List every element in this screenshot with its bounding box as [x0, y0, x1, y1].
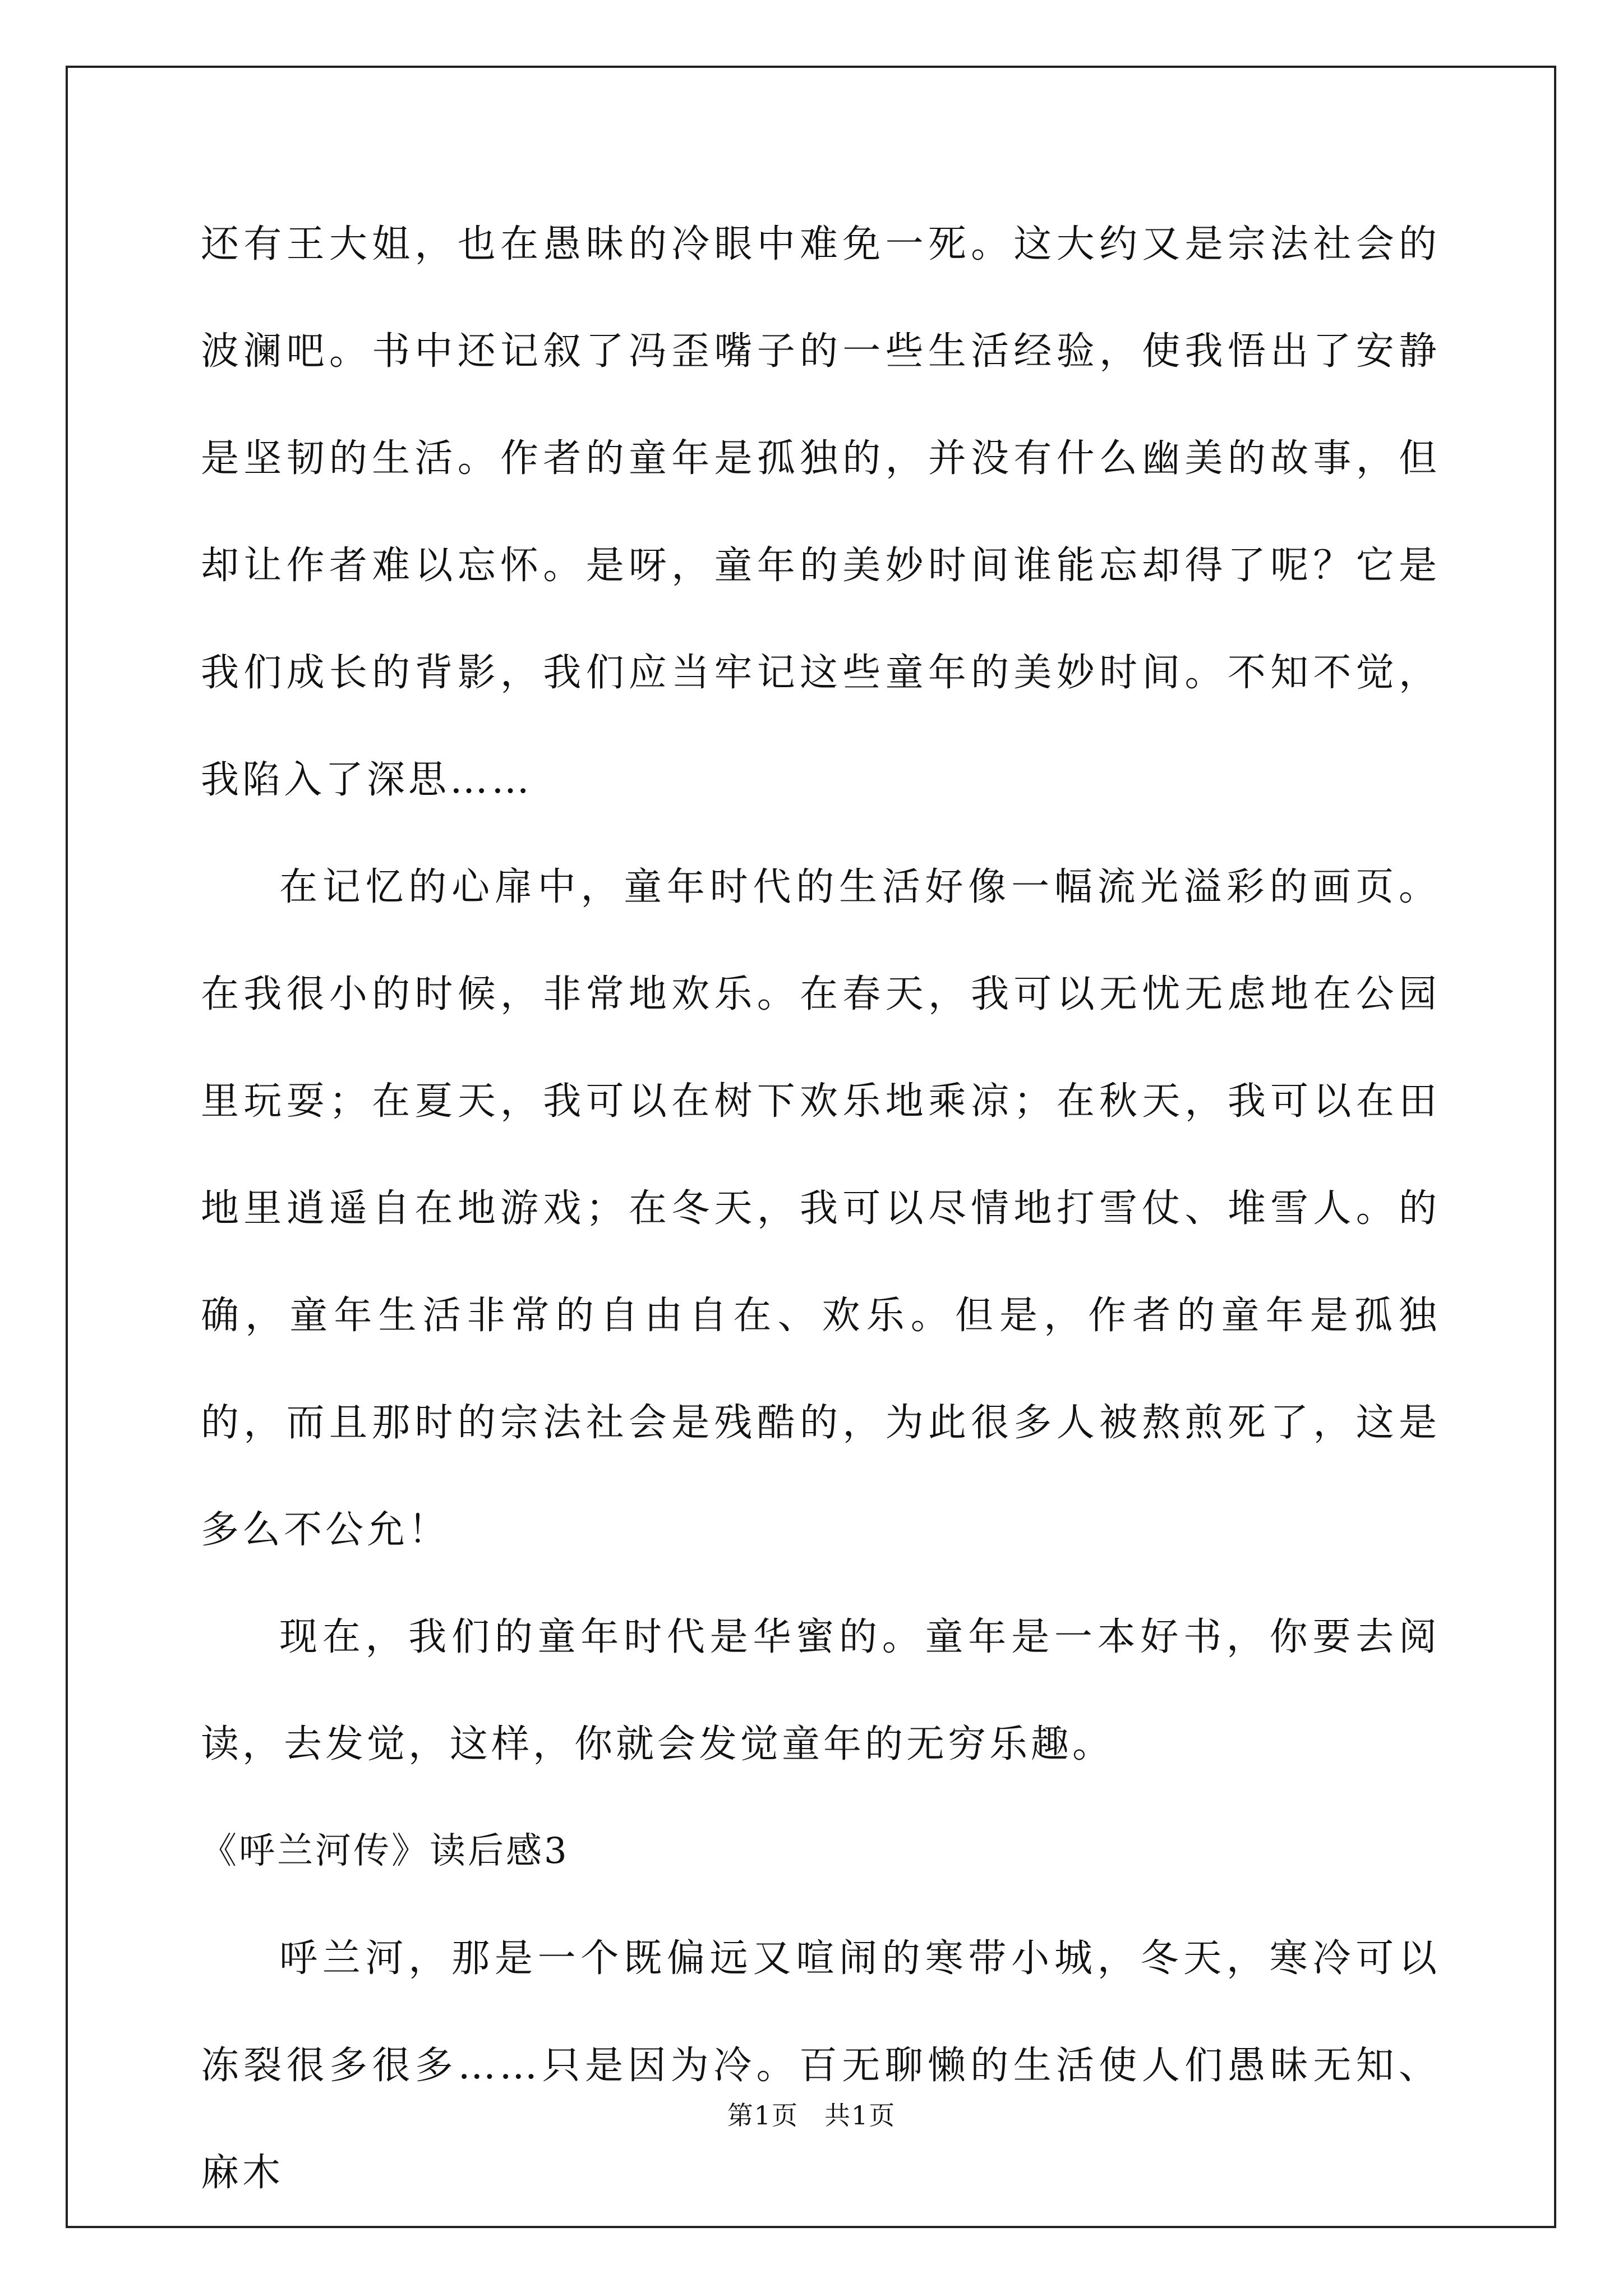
page-number: 第1页 — [727, 2100, 799, 2131]
document-body — [201, 191, 1440, 2226]
paragraph-2: 在记忆的心扉中，童年时代的生活好像一幅流光溢彩的画页。在我很小的时候，非常地欢乐。在春天，我可以无忧无虑地在公园里玩耍；在夏天，我可以在树下欢乐地乘凉；在秋天，我可以在田地里逍遥自在地游戏；在冬天，我可以尽情地打雪仗、堆雪人。的确，童年生活非常的自由自在、欢乐。但是，作者的童年是孤独的，而且那时的宗法社会是残酷的，为此很多人被熬煎死了，这是多么不公允！ — [201, 865, 1440, 1552]
paragraph-3: 现在，我们的童年时代是华蜜的。童年是一本好书，你要去阅读，去发觉，这样，你就会发觉童年的无穷乐趣。 — [201, 1615, 1440, 1766]
page-total: 共1页 — [824, 2100, 896, 2131]
paragraph-1: 还有王大姐，也在愚昧的冷眼中难免一死。这大约又是宗法社会的波澜吧。书中还记叙了冯歪嘴子的一些生活经验，使我悟出了安静是坚韧的生活。作者的童年是孤独的，并没有什么幽美的故事，但却让作者难以忘怀。是呀，童年的美妙时间谁能忘却得了呢？它是我们成长的背影，我们应当牢记这些童年的美妙时间。不知不觉，我陷入了深思…… — [201, 222, 1440, 802]
page-footer — [0, 2095, 1623, 2132]
paragraph-4: 呼兰河，那是一个既偏远又喧闹的寒带小城，冬天，寒冷可以冻裂很多很多……只是因为冷。百无聊懒的生活使人们愚昧无知、麻木 — [201, 1936, 1440, 2195]
section-heading: 《呼兰河传》读后感3 — [201, 1830, 569, 1872]
